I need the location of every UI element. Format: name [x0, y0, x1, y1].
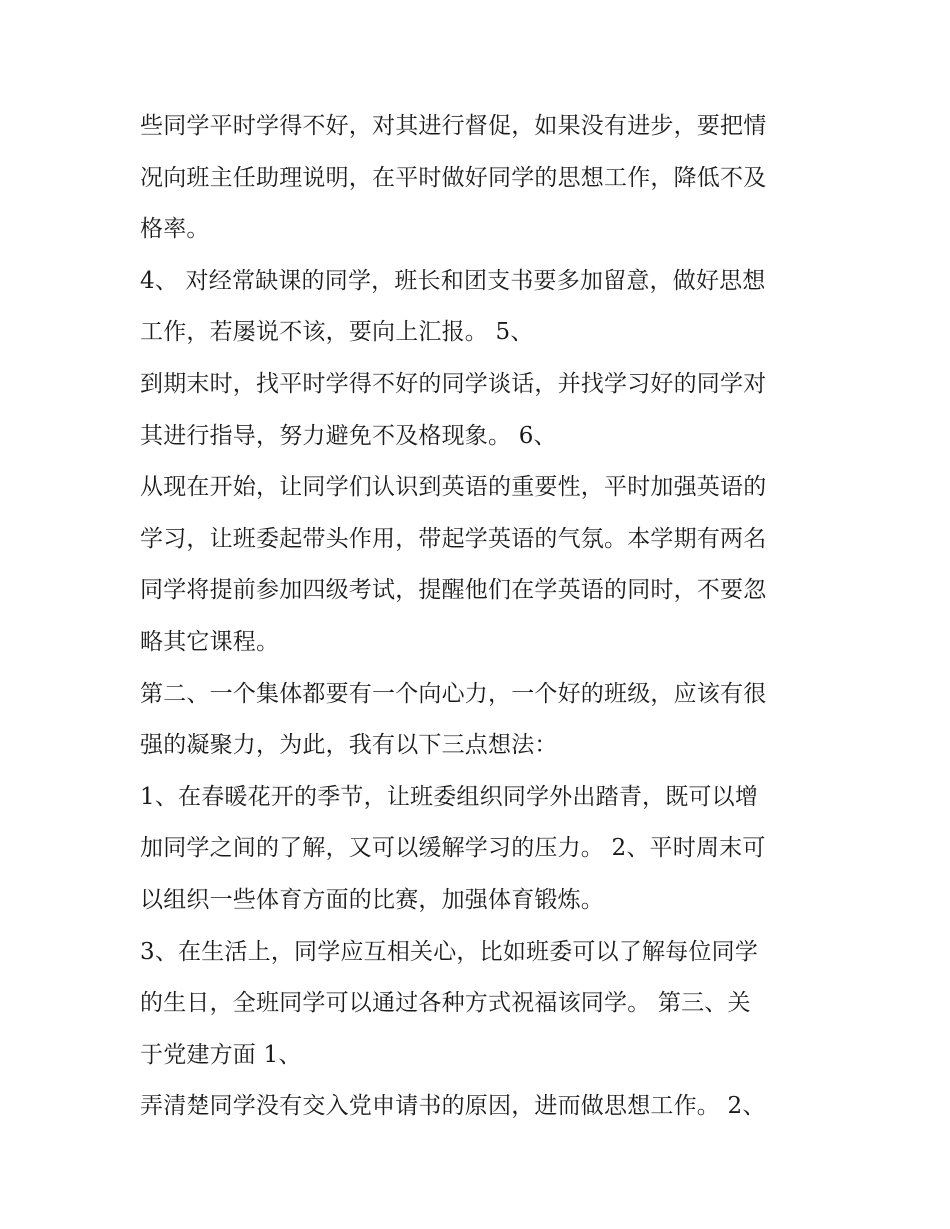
text-line: 弄清楚同学没有交入党申请书的原因，进而做思想工作。 2、 — [140, 1093, 766, 1120]
text-line: 于党建方面 1、 — [140, 1041, 302, 1068]
text-line: 到期末时，找平时学得不好的同学谈话，并找学习好的同学对 — [140, 370, 767, 397]
text-line: 4、 对经常缺课的同学，班长和团支书要多加留意，做好思想 — [140, 267, 766, 294]
document-body — [140, 101, 820, 1133]
text-line: 略其它课程。 — [140, 628, 280, 655]
text-line: 强的凝聚力，为此，我有以下三点想法： — [140, 732, 558, 759]
text-line: 从现在开始，让同学们认识到英语的重要性，平时加强英语的 — [140, 474, 767, 501]
text-line: 加同学之间的了解，又可以缓解学习的压力。 2、平时周末可 — [140, 835, 766, 862]
text-line: 以组织一些体育方面的比赛，加强体育锻炼。 — [140, 886, 604, 913]
text-line: 其进行指导，努力避免不及格现象。 6、 — [140, 422, 557, 449]
text-line: 工作，若屡说不该，要向上汇报。 5、 — [140, 319, 534, 346]
text-line: 第二、一个集体都要有一个向心力，一个好的班级，应该有很 — [140, 680, 767, 707]
text-line: 1、在春暖花开的季节，让班委组织同学外出踏青，既可以增 — [140, 783, 759, 810]
text-line: 格率。 — [140, 216, 210, 243]
text-line: 些同学平时学得不好，对其进行督促，如果没有进步，要把情 — [140, 113, 767, 139]
text-line: 学习，让班委起带头作用，带起学英语的气氛。本学期有两名 — [140, 525, 767, 552]
text-line: 的生日，全班同学可以通过各种方式祝福该同学。 第三、关 — [140, 990, 751, 1017]
text-line: 同学将提前参加四级考试，提醒他们在学英语的同时，不要忽 — [140, 577, 767, 604]
text-line: 况向班主任助理说明，在平时做好同学的思想工作，降低不及 — [140, 164, 767, 191]
text-line: 3、在生活上，同学应互相关心，比如班委可以了解每位同学 — [140, 938, 759, 965]
